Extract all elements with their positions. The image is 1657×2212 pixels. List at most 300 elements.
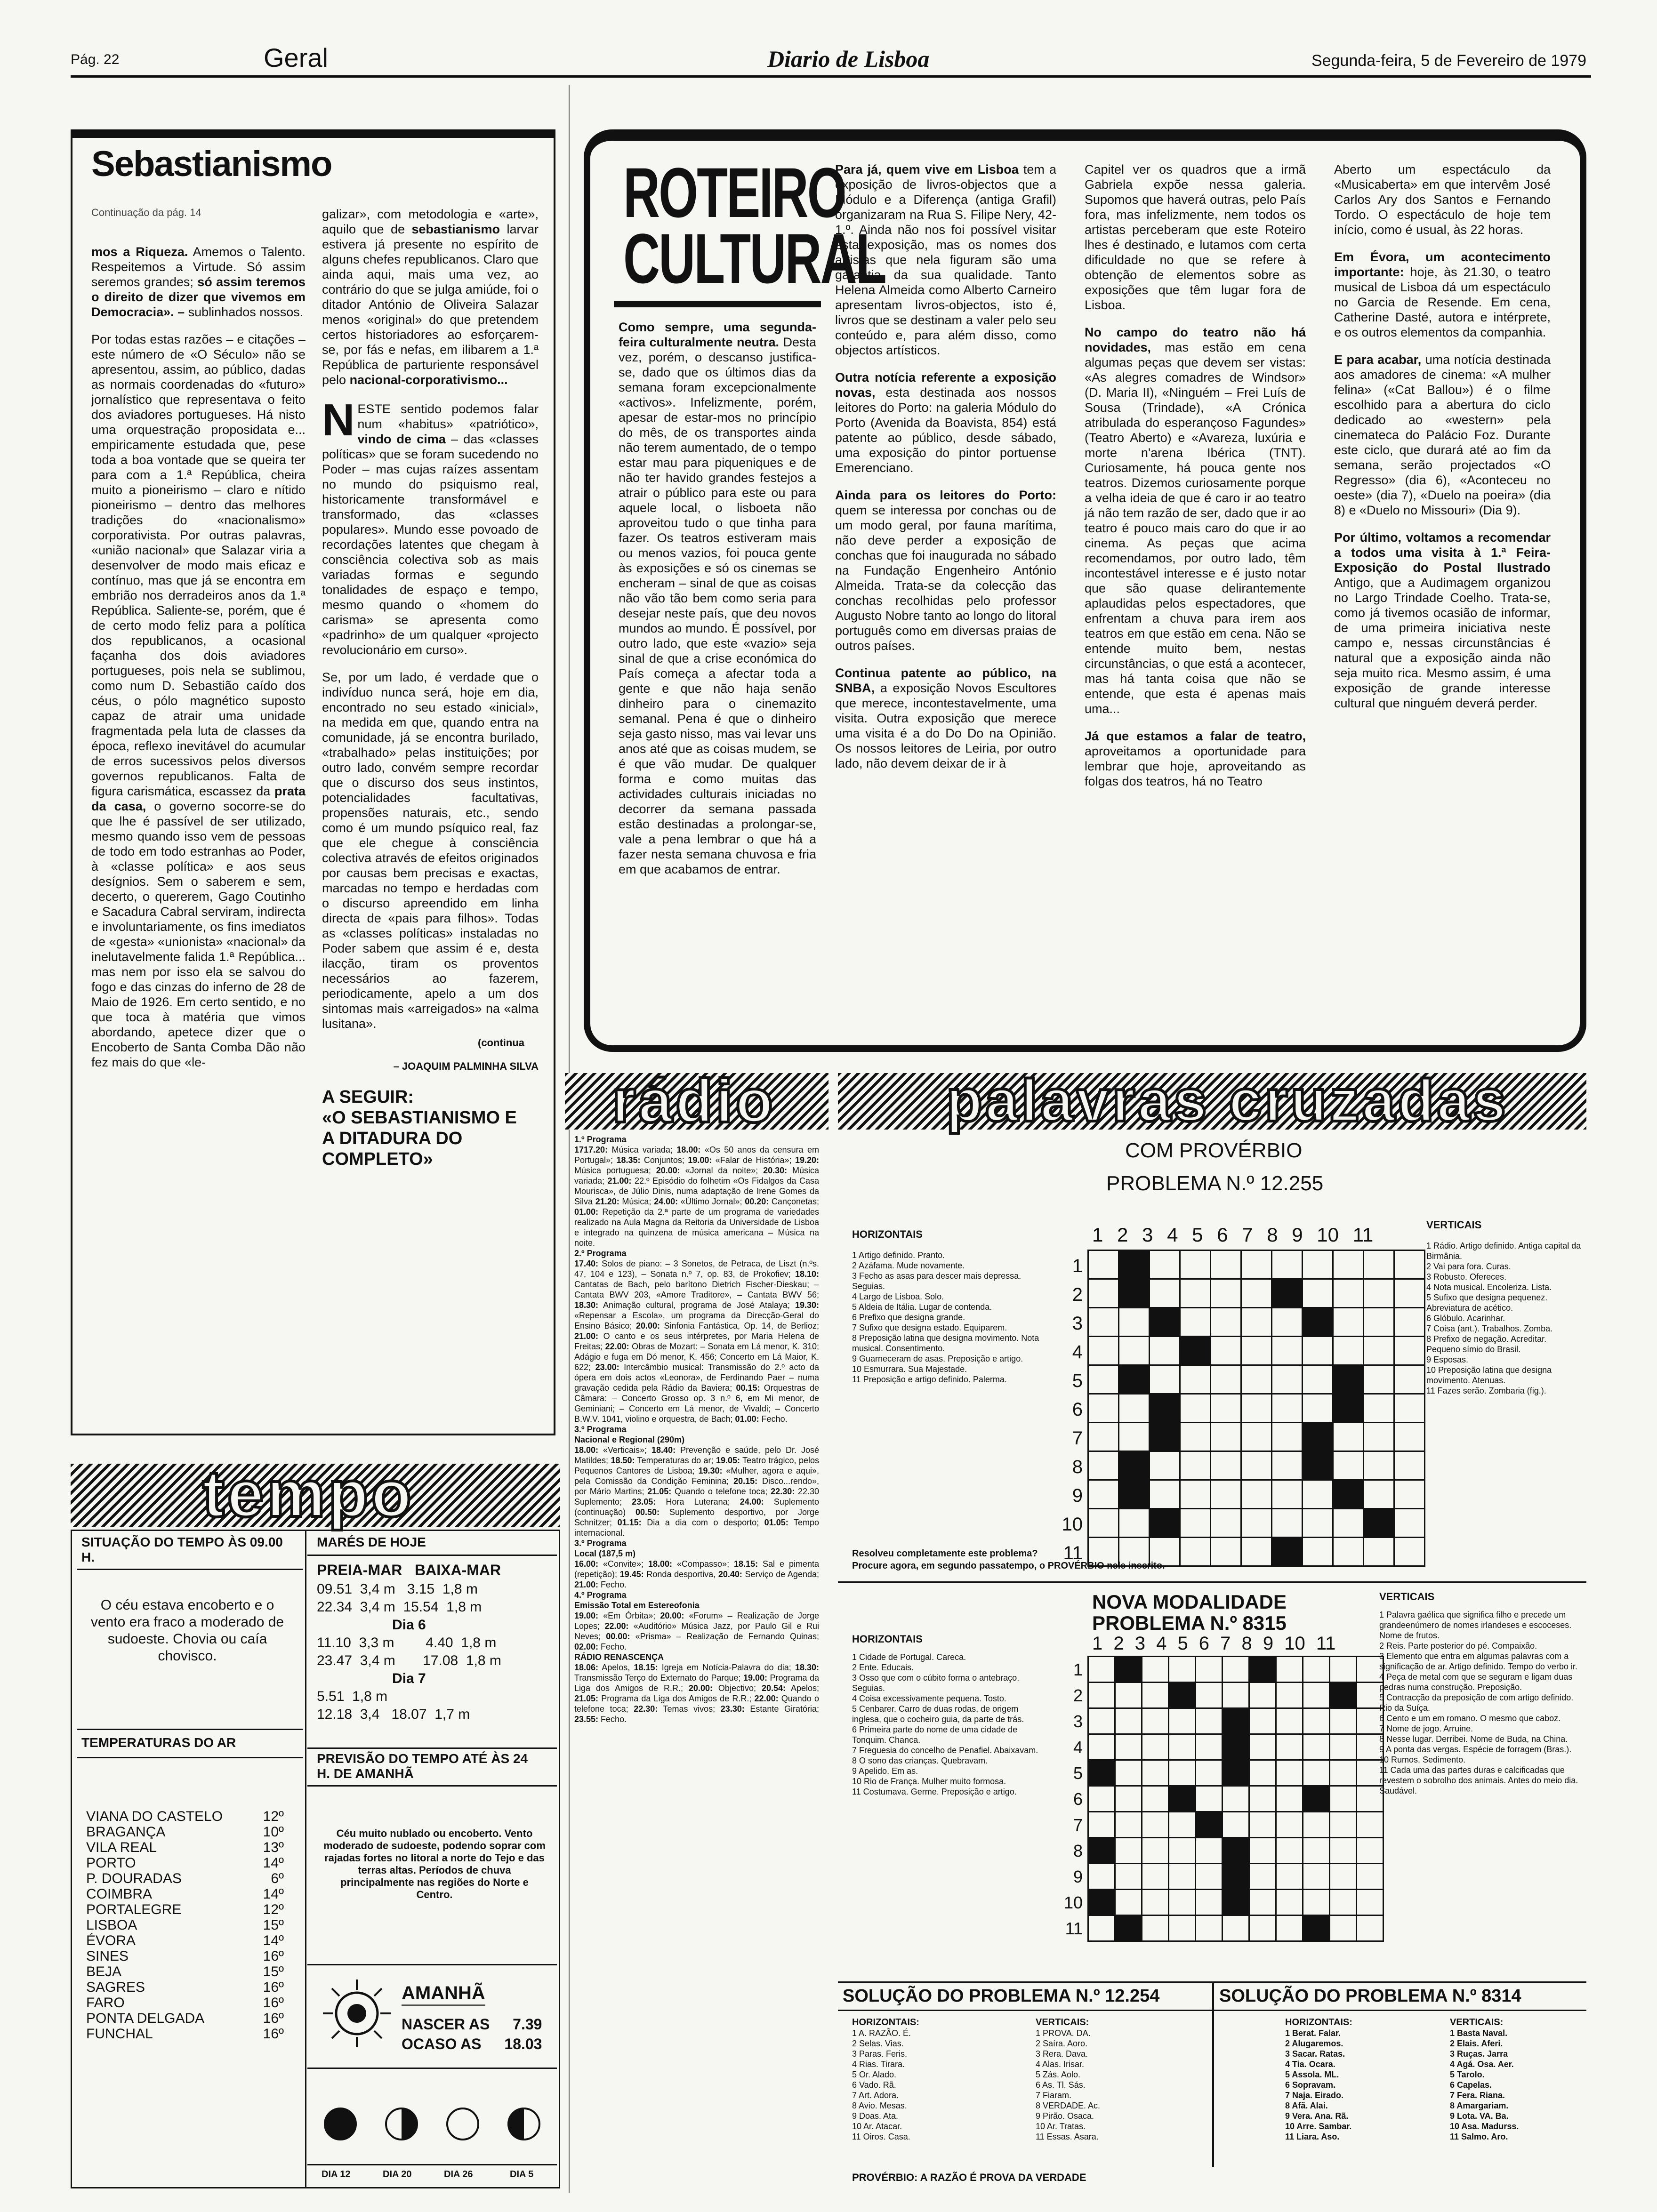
- grid-cell[interactable]: [1333, 1337, 1364, 1365]
- section-name: Geral: [264, 43, 328, 72]
- grid-cell[interactable]: [1364, 1365, 1394, 1394]
- clue: 9 A ponta das vergas. Espécie de forragem (Bras.).: [1379, 1745, 1572, 1754]
- grid-cell[interactable]: [1169, 1864, 1196, 1890]
- grid-cell[interactable]: [1303, 1451, 1333, 1480]
- grid-cell[interactable]: [1276, 1786, 1303, 1812]
- grid-cell[interactable]: [1115, 1760, 1142, 1786]
- grid-cell[interactable]: [1169, 1734, 1196, 1760]
- grid-cell[interactable]: [1119, 1394, 1150, 1423]
- grid-cell[interactable]: [1272, 1337, 1303, 1365]
- paragraph: Aberto um espectáculo da «Musicaberta» em que intervêm José Carlos Ary dos Santos e Fernando Tordo. O espectáculo de hoje tem início, como é usual, às 22 horas.: [1334, 162, 1551, 237]
- grid-cell[interactable]: [1303, 1337, 1333, 1365]
- grid-cell[interactable]: [1330, 1812, 1357, 1838]
- grid-cell[interactable]: [1364, 1509, 1394, 1538]
- grid-cell[interactable]: [1330, 1915, 1357, 1941]
- grid-cell[interactable]: [1196, 1786, 1223, 1812]
- grid-cell[interactable]: [1303, 1683, 1330, 1708]
- grid-cell[interactable]: [1119, 1250, 1150, 1279]
- horizontals-title: HORIZONTAIS: [852, 1633, 923, 1645]
- grid-cell[interactable]: [1169, 1786, 1196, 1812]
- solution-list: [852, 2028, 1012, 2142]
- clue: 6 Vado. Rã.: [852, 2080, 896, 2090]
- grid-cell[interactable]: [1241, 1480, 1272, 1509]
- grid-cell[interactable]: [1196, 1890, 1223, 1915]
- grid-cell[interactable]: [1088, 1480, 1119, 1509]
- crossword-grid[interactable]: [1087, 1250, 1425, 1567]
- city-name: PORTO: [86, 1855, 136, 1871]
- temperature-list: [86, 1809, 284, 2042]
- grid-cell[interactable]: [1196, 1734, 1223, 1760]
- clue: 5 Sufixo que designa pequenez. Abreviatura de acético.: [1426, 1293, 1548, 1313]
- grid-cell[interactable]: [1223, 1708, 1249, 1734]
- grid-cell[interactable]: [1303, 1365, 1333, 1394]
- grid-cell[interactable]: [1394, 1308, 1425, 1337]
- grid-cell[interactable]: [1150, 1250, 1180, 1279]
- grid-cell[interactable]: [1211, 1423, 1241, 1451]
- clue: 4 Coisa excessivamente pequena. Tosto.: [852, 1694, 1006, 1703]
- grid-cell[interactable]: [1115, 1657, 1142, 1683]
- grid-cell[interactable]: [1119, 1308, 1150, 1337]
- clue-list: [852, 1652, 1050, 1797]
- grid-cell[interactable]: [1394, 1365, 1425, 1394]
- grid-cell[interactable]: [1330, 1683, 1357, 1708]
- clue: 8 VERDADE. Ac.: [1036, 2101, 1101, 2110]
- grid-cell[interactable]: [1169, 1657, 1196, 1683]
- grid-cell[interactable]: [1223, 1683, 1249, 1708]
- grid-cell[interactable]: [1364, 1480, 1394, 1509]
- roteiro-col-3: [1085, 162, 1306, 801]
- grid-cell[interactable]: [1211, 1250, 1241, 1279]
- grid-cell[interactable]: [1272, 1509, 1303, 1538]
- mares-title: MARÉS DE HOJE: [317, 1535, 426, 1549]
- grid-cell[interactable]: [1088, 1394, 1119, 1423]
- grid-cell[interactable]: [1394, 1451, 1425, 1480]
- grid-cell[interactable]: [1303, 1538, 1333, 1566]
- grid-cell[interactable]: [1142, 1812, 1169, 1838]
- clue: 11 Preposição e artigo definido. Palerma.: [852, 1375, 1007, 1384]
- solutions-area: [838, 1981, 1586, 2190]
- grid-cell[interactable]: [1394, 1337, 1425, 1365]
- grid-cell[interactable]: [1333, 1538, 1364, 1566]
- grid-cell[interactable]: [1330, 1734, 1357, 1760]
- tide-row: 11.10 3,3 m 4.40 1,8 m: [317, 1635, 497, 1651]
- grid-cell[interactable]: [1115, 1708, 1142, 1734]
- grid-cell[interactable]: [1303, 1786, 1330, 1812]
- grid-cell[interactable]: [1276, 1812, 1303, 1838]
- grid-cell[interactable]: [1333, 1451, 1364, 1480]
- grid-cell[interactable]: [1088, 1786, 1115, 1812]
- grid-cell[interactable]: [1142, 1708, 1169, 1734]
- grid-cell[interactable]: [1180, 1394, 1211, 1423]
- grid-cell[interactable]: [1276, 1657, 1303, 1683]
- sol-h-label: HORIZONTAIS:: [852, 2017, 919, 2028]
- grid-cell[interactable]: [1276, 1760, 1303, 1786]
- grid-cell[interactable]: [1196, 1864, 1223, 1890]
- temperature-row: [86, 1980, 284, 1995]
- grid-cell[interactable]: [1211, 1337, 1241, 1365]
- grid-cell[interactable]: [1249, 1890, 1276, 1915]
- grid-cell[interactable]: [1241, 1279, 1272, 1308]
- grid-cell[interactable]: [1169, 1890, 1196, 1915]
- grid-cell[interactable]: [1276, 1734, 1303, 1760]
- grid-cell[interactable]: [1272, 1308, 1303, 1337]
- grid-cell[interactable]: [1150, 1423, 1180, 1451]
- grid-cell[interactable]: [1223, 1838, 1249, 1864]
- grid-cell[interactable]: [1223, 1760, 1249, 1786]
- grid-cell[interactable]: [1241, 1337, 1272, 1365]
- grid-cell[interactable]: [1088, 1250, 1119, 1279]
- grid-cell[interactable]: [1303, 1708, 1330, 1734]
- grid-cell[interactable]: [1249, 1683, 1276, 1708]
- grid-cell[interactable]: [1088, 1451, 1119, 1480]
- grid-cell[interactable]: [1196, 1683, 1223, 1708]
- clue: 7 Freguesia do concelho de Penafiel. Abaixavam.: [852, 1746, 1038, 1755]
- grid-cell[interactable]: [1142, 1657, 1169, 1683]
- grid-cell[interactable]: [1333, 1365, 1364, 1394]
- grid-cell[interactable]: [1196, 1708, 1223, 1734]
- grid-cell[interactable]: [1119, 1337, 1150, 1365]
- grid-cell[interactable]: [1330, 1760, 1357, 1786]
- grid-cell[interactable]: [1276, 1838, 1303, 1864]
- grid-cell[interactable]: [1272, 1250, 1303, 1279]
- temperature-value: 13º: [263, 1840, 284, 1855]
- grid-cell[interactable]: [1249, 1812, 1276, 1838]
- grid-cell[interactable]: [1357, 1890, 1384, 1915]
- grid-cell[interactable]: [1333, 1423, 1364, 1451]
- grid-cell[interactable]: [1115, 1890, 1142, 1915]
- grid-cell[interactable]: [1303, 1308, 1333, 1337]
- grid-cell[interactable]: [1223, 1786, 1249, 1812]
- grid-cell[interactable]: [1364, 1250, 1394, 1279]
- grid-cell[interactable]: [1211, 1509, 1241, 1538]
- grid-cell[interactable]: [1241, 1394, 1272, 1423]
- grid-cell[interactable]: [1272, 1279, 1303, 1308]
- clue: 9 Vera. Ana. Rã.: [1285, 2111, 1349, 2121]
- grid-cell[interactable]: [1303, 1394, 1333, 1423]
- grid-cell[interactable]: [1088, 1864, 1115, 1890]
- grid-cell[interactable]: [1357, 1838, 1384, 1864]
- grid-cell[interactable]: [1180, 1365, 1211, 1394]
- grid-cell[interactable]: [1249, 1864, 1276, 1890]
- grid-cell[interactable]: [1249, 1760, 1276, 1786]
- grid-cell[interactable]: [1272, 1451, 1303, 1480]
- grid-cell[interactable]: [1241, 1509, 1272, 1538]
- grid-cell[interactable]: [1142, 1838, 1169, 1864]
- grid-cell[interactable]: [1241, 1538, 1272, 1566]
- grid-cell[interactable]: [1357, 1812, 1384, 1838]
- grid-cell[interactable]: [1364, 1538, 1394, 1566]
- clue: 2 Elais. Aferi.: [1450, 2039, 1503, 2048]
- radio-text: 1.º Programa 1717.20: Música variada; 18.00: «Os 50 anos da censura em Portugal»; 18.35: Conjuntos; 19.00: «Falar de História»; 19.20: Música portuguesa; 20.00: «Jornal da noite»; 20.30: Música variada; 21.00: 22.º Episódio do folhetim «Os Fidalgos da Casa Mourisca», de Júlio Dinis, numa adaptação de Irene Gomes da Silva 21.20: Música; 24.00: «Último Jornal»; 00.20: Cançonetas; 01.00: Repetição da 2.ª parte de um programa de variedades realizado na Aula Magna da Reitoria da Universidade de Lisboa e integrado na quinzena de música americana – Música na noite. 2.º Programa 17.40: Solos de piano: – 3 Sonetos, de Petraca, de Liszt (n.ºs. 47, 104 e 123), – Sonata n.º 7, op. 83, de Prokofiev; 18.10: Cantatas de Bach, pelo barítono Dietrich Fischer-Dieskau; – Cantata BWV 203, «Amore Traditore», – Cantata BWV 56; 18.30: Animação cultural, programa de José Atalaya; 19.30: «Repensar a Escola», um programa da Direcção-Geral do Ensino Básico; 20.00: Sinfonia Fantástica, Op. 14, de Berlioz; 21.00: O canto e os seus intérpretes, por Maria Helena de Freitas; 22.00: Obras de Mozart: – Sonata em Lá menor, K. 310; Adágio e fuga em Dó menor, K. 456; Concerto em Lá Maior, K. 622; 23.00: Intercâmbio musical: Transmissão do 2.º acto da ópera em dois actos «Leonora», de Ferdinando Paer – numa gravação cedida pela Rádio da Baviera; 00.15: Orquestras de Câmara: – Concerto Grosso op. 3 n.º 6, em Mi menor, de Geminiani; – Concerto em Lá menor, de Vivaldi; – Concerto B.W.V. 1041, violino e orquestra, de Bach; 01.00: Fecho. 3.º Programa Nacional e Regional (290m) 18.00: «Verticais»; 18.40: Prevenção e saúde, pelo Dr. José Matildes; 18.50: Temperaturas do ar; 19.05: Teatro trágico, pelos Pequenos Cantores de Lisboa; 19.30: «Mulher, agora e aqui», pela Comissão da Condição Feminina; 20.15: Disco...rendo», por Mário Martins; 21.05: Quando o telefone toca; 22.30: 22.30 Suplemento; 23.05: Hora Luterana; 24.00: Suplemento (continuação) 00.50: Suplemento desportivo, por Jorge Schnitzer; 01.15: Dia a dia com o desporto; 01.05: Tempo internacional. 3.º Programa Local (187,5 m) 16.00: «Convite»; 18.00: «Compasso»; 18.15: Sal e pimenta (repetição); 19.45: Ronda desportiva, 20.40: Serviço de Agenda; 21.00: Fecho. 4.º Programa Emissão Total em Estereofonia 19.00: «Em Órbita»; 20.00: «Forum» – Realização de Jorge Lopes; 22.00: «Auditório» Música Jazz, por Paulo Gil e Rui Neves; 00.00: «Prisma» – Realização de Fernando Quinas; 02.00: Fecho. RÁDIO RENASCENÇA 18.06: Apelos, 18.15: Igreja em Notícia-Palavra do dia; 18.30: Transmissão Terço do Externato do Parque; 19.00: Programa da Liga dos Amigos de R.R.; 20.00: Objectivo; 20.54: Apelos; 21.05: Programa da Liga dos Amigos de R.R.; 22.00: Quando o telefone toca; 22.30: Temas vivos; 23.30: Estante Giratória; 23.55: Fecho.: [574, 1135, 819, 1724]
- grid-cell[interactable]: [1169, 1812, 1196, 1838]
- proverbio-label: PROVÉRBIO:: [852, 2172, 918, 2183]
- grid-cell[interactable]: [1272, 1538, 1303, 1566]
- grid-cell[interactable]: [1333, 1308, 1364, 1337]
- crossword-grid-2[interactable]: [1087, 1656, 1384, 1942]
- grid-cell[interactable]: [1276, 1864, 1303, 1890]
- grid-cell[interactable]: [1211, 1394, 1241, 1423]
- grid-cell[interactable]: [1119, 1365, 1150, 1394]
- grid-cell[interactable]: [1150, 1451, 1180, 1480]
- grid-cell[interactable]: [1211, 1451, 1241, 1480]
- column-divider: [569, 85, 570, 2193]
- solution-list: [1285, 2028, 1426, 2142]
- grid-cell[interactable]: [1333, 1509, 1364, 1538]
- grid-cell[interactable]: [1241, 1250, 1272, 1279]
- grid-cell[interactable]: [1364, 1394, 1394, 1423]
- grid-cell[interactable]: [1364, 1308, 1394, 1337]
- grid-cell[interactable]: [1357, 1864, 1384, 1890]
- grid-cell[interactable]: [1169, 1838, 1196, 1864]
- moon-day-label: DIA 26: [444, 2169, 473, 2180]
- grid-cell[interactable]: [1333, 1394, 1364, 1423]
- grid-cell[interactable]: [1364, 1279, 1394, 1308]
- grid-cell[interactable]: [1169, 1708, 1196, 1734]
- grid-cell[interactable]: [1088, 1915, 1115, 1941]
- grid-cell[interactable]: [1180, 1337, 1211, 1365]
- clue: 5 Cenbarer. Carro de duas rodas, de origem inglesa, que o cocheiro guia, da parte de trás.: [852, 1704, 1024, 1724]
- grid-cell[interactable]: [1180, 1509, 1211, 1538]
- grid-cell[interactable]: [1241, 1451, 1272, 1480]
- grid-cell[interactable]: [1115, 1734, 1142, 1760]
- solution-list: [1036, 2028, 1196, 2142]
- grid-cell[interactable]: [1169, 1915, 1196, 1941]
- grid-cell[interactable]: [1276, 1683, 1303, 1708]
- grid-cell[interactable]: [1119, 1451, 1150, 1480]
- grid-cell[interactable]: [1211, 1538, 1241, 1566]
- clue: 7 Naja. Eirado.: [1285, 2091, 1344, 2100]
- temperature-row: [86, 1824, 284, 1840]
- grid-cell[interactable]: [1303, 1509, 1333, 1538]
- grid-cell[interactable]: [1330, 1708, 1357, 1734]
- clue: 7 Coisa (ant.). Trabalhos. Zomba.: [1426, 1324, 1553, 1333]
- grid-cell[interactable]: [1142, 1760, 1169, 1786]
- grid-cell[interactable]: [1088, 1760, 1115, 1786]
- clue: 2 Reis. Parte posterior do pé. Compaixão.: [1379, 1641, 1537, 1651]
- grid-cell[interactable]: [1115, 1915, 1142, 1941]
- grid-cell[interactable]: [1150, 1509, 1180, 1538]
- grid-cell[interactable]: [1142, 1915, 1169, 1941]
- grid-cell[interactable]: [1357, 1915, 1384, 1941]
- grid-cell[interactable]: [1241, 1423, 1272, 1451]
- grid-cell[interactable]: [1211, 1308, 1241, 1337]
- grid-cell[interactable]: [1303, 1734, 1330, 1760]
- grid-cell[interactable]: [1276, 1708, 1303, 1734]
- grid-cell[interactable]: [1223, 1734, 1249, 1760]
- grid-cell[interactable]: [1115, 1838, 1142, 1864]
- grid-cell[interactable]: [1272, 1365, 1303, 1394]
- grid-cell[interactable]: [1303, 1864, 1330, 1890]
- ocaso-time: 18.03: [504, 2036, 542, 2052]
- grid-cell[interactable]: [1272, 1480, 1303, 1509]
- crossword-subtitle: COM PROVÉRBIO: [1125, 1139, 1303, 1162]
- clue: 10 Rio de França. Mulher muito formosa.: [852, 1777, 1006, 1786]
- grid-cell[interactable]: [1150, 1337, 1180, 1365]
- grid-cell[interactable]: [1249, 1734, 1276, 1760]
- clue: 3 Paras. Feris.: [852, 2049, 908, 2059]
- row-number: 8: [1072, 1457, 1083, 1477]
- paragraph: Por último, voltamos a recomendar a todos uma visita à 1.ª Feira-Exposição do Postal Ilustrado Antigo, que a Audimagem organizou no Largo Trindade Coelho. Trata-se, como já tivemos ocasião de informar, de uma primeira iniciativa neste campo e, nessas circunstâncias é natural que a exposição ainda não seja muito rica. Mesmo assim, é uma exposição de grande interesse cultural que ninguém deverá perder.: [1334, 530, 1551, 710]
- grid-cell[interactable]: [1142, 1890, 1169, 1915]
- grid-cell[interactable]: [1119, 1423, 1150, 1451]
- grid-cell[interactable]: [1330, 1890, 1357, 1915]
- grid-cell[interactable]: [1330, 1838, 1357, 1864]
- grid-cell[interactable]: [1303, 1915, 1330, 1941]
- grid-cell[interactable]: [1088, 1838, 1115, 1864]
- grid-cell[interactable]: [1150, 1279, 1180, 1308]
- grid-cell[interactable]: [1088, 1308, 1119, 1337]
- grid-cell[interactable]: [1223, 1890, 1249, 1915]
- grid-cell[interactable]: [1088, 1708, 1115, 1734]
- grid-cell[interactable]: [1088, 1812, 1115, 1838]
- grid-cell[interactable]: [1088, 1890, 1115, 1915]
- clue: 2 Ente. Educais.: [852, 1663, 914, 1672]
- grid-cell[interactable]: [1088, 1734, 1115, 1760]
- paragraph: [322, 395, 539, 657]
- grid-cell[interactable]: [1088, 1423, 1119, 1451]
- grid-cell[interactable]: [1303, 1423, 1333, 1451]
- grid-cell[interactable]: [1088, 1365, 1119, 1394]
- grid-cell[interactable]: [1333, 1480, 1364, 1509]
- grid-cell[interactable]: [1180, 1423, 1211, 1451]
- paragraph: Como sempre, uma segunda-feira culturalmente neutra. Desta vez, porém, o descanso justifica-se, dado que os últimos dias da semana foram excepcionalmente «activos». Infelizmente, porém, apesar de estar-mos no princípio do mês, de os transportes ainda não terem aumentado, de o tempo estar mau para piqueniques e de não ter havido grandes festejos a atrair o público para este ou para aquele local, o lisboeta não aproveitou tudo o que tinha para fazer. Os teatros estiveram mais ou menos vazios, foi pouca gente às exposições e só os cinemas se encheram – sinal de que as coisas não vão tão bem como seria para desejar neste país, que deu novos mundos ao mundo. É possível, por outro lado, que este «vazio» seja sinal de que a crise económica do País começa a afectar toda a gente e que não haja senão dinheiro para o cinemazito semanal. Pena é que o dinheiro seja gasto nisso, mas vai levar uns anos até que as coisas mudem, se é que vão mudar. De qualquer forma e como muitas das actividades culturais iniciadas no decorrer da semana passada estão destinadas a prolongar-se, vale a pena lembrar o que há a fazer nesta semana chuvosa e fria em que acabamos de entrar.: [619, 320, 816, 876]
- grid-cell[interactable]: [1330, 1657, 1357, 1683]
- grid-cell[interactable]: [1394, 1423, 1425, 1451]
- grid-cell[interactable]: [1088, 1279, 1119, 1308]
- grid-cell[interactable]: [1196, 1915, 1223, 1941]
- temperature-row: [86, 1948, 284, 1964]
- crossword-2: [838, 1586, 1586, 1972]
- grid-cell[interactable]: [1249, 1915, 1276, 1941]
- continua-note: (continua: [478, 1037, 524, 1049]
- grid-cell[interactable]: [1115, 1683, 1142, 1708]
- grid-cell[interactable]: [1394, 1538, 1425, 1566]
- grid-cell[interactable]: [1180, 1250, 1211, 1279]
- grid-cell[interactable]: [1330, 1786, 1357, 1812]
- radio-listings: [574, 1134, 819, 2127]
- row-number: 4: [1073, 1738, 1083, 1757]
- grid-cell[interactable]: [1211, 1480, 1241, 1509]
- grid-cell[interactable]: [1115, 1786, 1142, 1812]
- grid-cell[interactable]: [1303, 1657, 1330, 1683]
- grid-cell[interactable]: [1223, 1864, 1249, 1890]
- grid-cell[interactable]: [1249, 1657, 1276, 1683]
- grid-cell[interactable]: [1180, 1538, 1211, 1566]
- grid-cell[interactable]: [1241, 1365, 1272, 1394]
- row-number: 3: [1073, 1712, 1083, 1731]
- clue: 8 Prefixo de negação. Acreditar. Pequeno símio do Brasil.: [1426, 1334, 1547, 1354]
- grid-cell[interactable]: [1150, 1365, 1180, 1394]
- mares-rule: [307, 1555, 557, 1556]
- grid-cell[interactable]: [1142, 1734, 1169, 1760]
- grid-cell[interactable]: [1241, 1308, 1272, 1337]
- grid-cell[interactable]: [1303, 1838, 1330, 1864]
- grid-cell[interactable]: [1303, 1812, 1330, 1838]
- grid-cell[interactable]: [1142, 1683, 1169, 1708]
- city-name: LISBOA: [86, 1917, 137, 1933]
- grid-cell[interactable]: [1180, 1279, 1211, 1308]
- grid-cell[interactable]: [1169, 1760, 1196, 1786]
- grid-cell[interactable]: [1394, 1279, 1425, 1308]
- grid-cell[interactable]: [1394, 1394, 1425, 1423]
- grid-cell[interactable]: [1196, 1760, 1223, 1786]
- row-number: 9: [1073, 1867, 1083, 1886]
- grid-cell[interactable]: [1394, 1480, 1425, 1509]
- grid-cell[interactable]: [1364, 1337, 1394, 1365]
- vertical-clues-2: [1379, 1591, 1582, 1796]
- temperature-value: 16º: [263, 2026, 284, 2042]
- grid-cell[interactable]: [1394, 1250, 1425, 1279]
- grid-cell[interactable]: [1272, 1423, 1303, 1451]
- grid-cell[interactable]: [1333, 1250, 1364, 1279]
- grid-cell[interactable]: [1119, 1509, 1150, 1538]
- temps-title-rule: [77, 1757, 303, 1758]
- grid-cell[interactable]: [1330, 1864, 1357, 1890]
- grid-cell[interactable]: [1303, 1250, 1333, 1279]
- grid-cell[interactable]: [1150, 1394, 1180, 1423]
- grid-cell[interactable]: [1088, 1683, 1115, 1708]
- grid-cell[interactable]: [1272, 1394, 1303, 1423]
- grid-cell[interactable]: [1249, 1708, 1276, 1734]
- row-number: 7: [1073, 1815, 1083, 1835]
- grid-cell[interactable]: [1249, 1786, 1276, 1812]
- grid-cell[interactable]: [1303, 1760, 1330, 1786]
- row-number: 8: [1073, 1841, 1083, 1860]
- grid-cell[interactable]: [1211, 1365, 1241, 1394]
- grid-cell[interactable]: [1150, 1480, 1180, 1509]
- grid-cell[interactable]: [1180, 1451, 1211, 1480]
- grid-cell[interactable]: [1150, 1308, 1180, 1337]
- grid-cell[interactable]: [1088, 1657, 1115, 1683]
- grid-cell[interactable]: [1169, 1683, 1196, 1708]
- temperature-value: 16º: [263, 1995, 284, 2011]
- city-name: FARO: [86, 1995, 125, 2011]
- grid-cell[interactable]: [1088, 1337, 1119, 1365]
- grid-cell[interactable]: [1303, 1890, 1330, 1915]
- clue: 1 Berat. Falar.: [1285, 2028, 1341, 2038]
- sun-emblem: [322, 1976, 392, 2051]
- grid-cell[interactable]: [1119, 1480, 1150, 1509]
- grid-cell[interactable]: [1276, 1915, 1303, 1941]
- clue: 5 Tarolo.: [1450, 2070, 1485, 2079]
- grid-cell[interactable]: [1196, 1812, 1223, 1838]
- palavras-banner-text: palavras cruzadas: [946, 1067, 1509, 1134]
- grid-cell[interactable]: [1223, 1915, 1249, 1941]
- grid-cell[interactable]: [1249, 1838, 1276, 1864]
- grid-cell[interactable]: [1115, 1812, 1142, 1838]
- clue: 5 Zás. Aolo.: [1036, 2070, 1081, 2079]
- grid-cell[interactable]: [1180, 1308, 1211, 1337]
- grid-cell[interactable]: [1142, 1864, 1169, 1890]
- grid-cell[interactable]: [1196, 1657, 1223, 1683]
- grid-cell[interactable]: [1180, 1480, 1211, 1509]
- grid-cell[interactable]: [1115, 1864, 1142, 1890]
- grid-cell[interactable]: [1364, 1423, 1394, 1451]
- grid-cell[interactable]: [1364, 1451, 1394, 1480]
- grid-cell[interactable]: [1276, 1890, 1303, 1915]
- grid-cell[interactable]: [1088, 1509, 1119, 1538]
- grid-cell[interactable]: [1211, 1279, 1241, 1308]
- grid-cell[interactable]: [1119, 1279, 1150, 1308]
- grid-cell[interactable]: [1142, 1786, 1169, 1812]
- grid-cell[interactable]: [1333, 1279, 1364, 1308]
- grid-cell[interactable]: [1303, 1480, 1333, 1509]
- grid-cell[interactable]: [1196, 1838, 1223, 1864]
- grid-cell[interactable]: [1223, 1812, 1249, 1838]
- grid-cell[interactable]: [1303, 1279, 1333, 1308]
- grid-cell[interactable]: [1394, 1509, 1425, 1538]
- grid-cell[interactable]: [1223, 1657, 1249, 1683]
